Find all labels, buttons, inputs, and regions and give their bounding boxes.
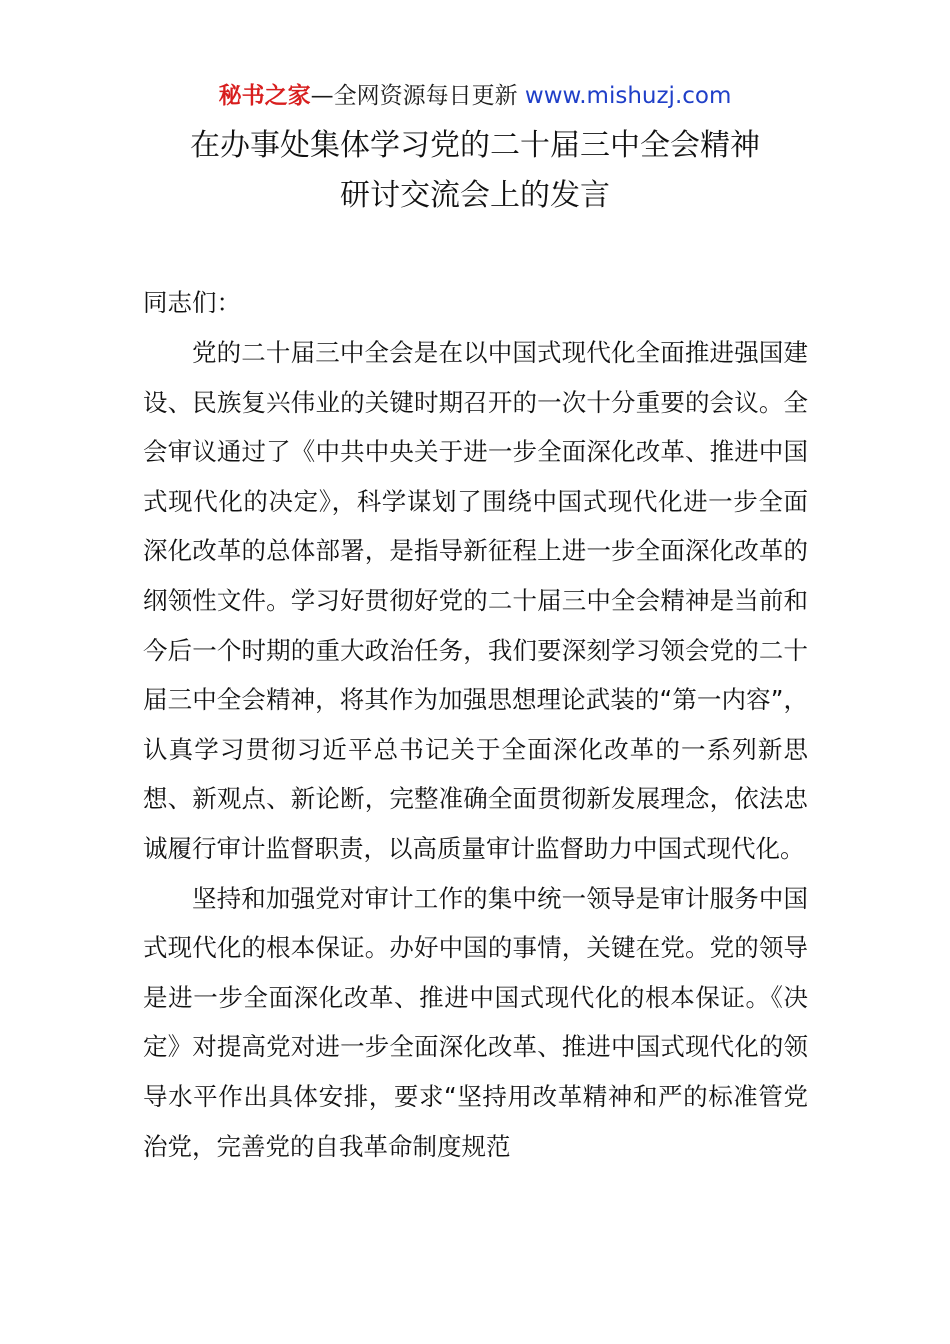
- site-url-link[interactable]: www.mishuzj.com: [524, 83, 732, 109]
- salutation: 同志们：: [143, 288, 241, 317]
- header-tagline: 全网资源每日更新: [333, 83, 518, 109]
- header-separator: —: [310, 83, 334, 109]
- document-title-line-2: 研讨交流会上的发言: [340, 178, 610, 213]
- document-body: [143, 328, 808, 1171]
- paragraph-1: 党的二十届三中全会是在以中国式现代化全面推进强国建设、民族复兴伟业的关键时期召开的一次十分重要的会议。全会审议通过了《中共中央关于进一步全面深化改革、推进中国式现代化的决定》，科学谋划了围绕中国式现代化进一步全面深化改革的总体部署，是指导新征程上进一步全面深化改革的纲领性文件。学习好贯彻好党的二十届三中全会精神是当前和今后一个时期的重大政治任务，我们要深刻学习领会党的二十届三中全会精神，将其作为加强思想理论武装的“第一内容”，认真学习贯彻习近平总书记关于全面深化改革的一系列新思想、新观点、新论断，完整准确全面贯彻新发展理念，依法忠诚履行审计监督职责，以高质量审计监督助力中国式现代化。: [143, 338, 808, 863]
- paragraph-2: 坚持和加强党对审计工作的集中统一领导是审计服务中国式现代化的根本保证。办好中国的事情，关键在党。党的领导是进一步全面深化改革、推进中国式现代化的根本保证。《决定》对提高党对进一步全面深化改革、推进中国式现代化的领导水平作出具体安排，要求“坚持用改革精神和严的标准管党治党，完善党的自我革命制度规范: [143, 883, 808, 1161]
- document-title-line-1: 在办事处集体学习党的二十届三中全会精神: [190, 128, 760, 163]
- brand-name: 秘书之家: [218, 83, 311, 109]
- site-header: [0, 80, 950, 112]
